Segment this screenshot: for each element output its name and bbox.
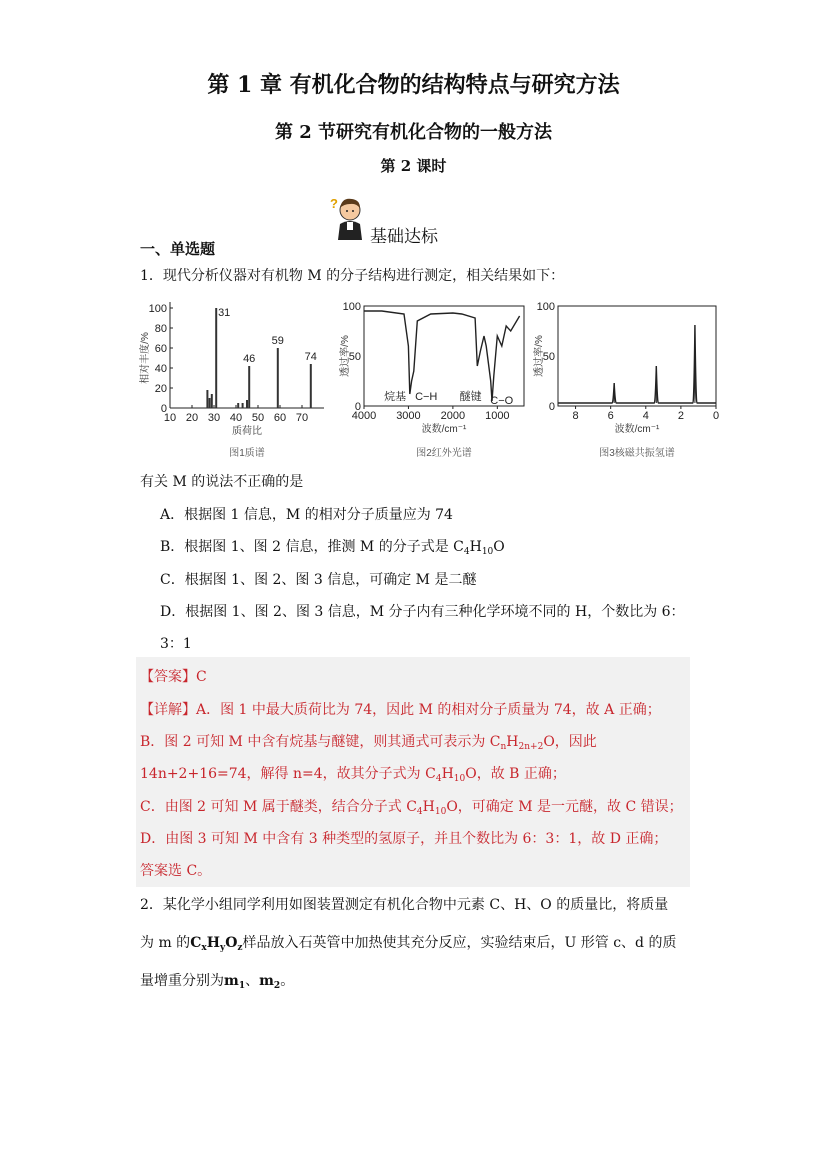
section-title: 第 2 节研究有机化合物的一般方法 [274, 122, 553, 143]
section-heading: 一、单选题 [140, 240, 216, 258]
plot-frame [558, 306, 716, 406]
y-tick-label: 60 [154, 343, 167, 355]
y-tick-label: 50 [542, 351, 555, 363]
figure-caption: 图1质谱 [229, 448, 265, 459]
x-tick-label: 3000 [396, 410, 421, 422]
y-tick-label: 0 [354, 401, 361, 413]
annotation-alkyl: 烷基 [384, 391, 407, 403]
svg-text:?: ? [330, 196, 338, 211]
detail-line-3: 14n+2+16=74，解得 n=4，故其分子式为 $C_4H_{10}O$，故 B 正确； [140, 766, 566, 784]
peak-label: 74 [304, 351, 317, 363]
figure-caption: 图2红外光谱 [416, 448, 472, 459]
x-tick-label: 50 [251, 412, 265, 424]
detail-line-4: C．由图 2 可知 M 属于醚类，结合分子式 $C_4H_{10}O$，可确定 M 是一元醚，故 C 错误； [140, 799, 683, 817]
q2-line-3: 量增重分别为$m_1$、$m_2$。 [140, 973, 295, 991]
x-tick-label: 10 [163, 412, 177, 424]
y-tick-label: 100 [148, 303, 167, 315]
x-tick-label: 60 [273, 412, 287, 424]
formula-cxhyoz: $C_xH_yO_z$ [190, 935, 243, 953]
x-tick-label: 2000 [440, 410, 466, 422]
q1-option-a: A．根据图 1 信息，M 的相对分子质量应为 74 [160, 507, 453, 523]
y-tick-label: 20 [154, 383, 167, 395]
y-tick-label: 40 [154, 363, 167, 375]
x-axis-label: 质荷比 [232, 426, 262, 437]
x-tick-label: 4000 [351, 410, 377, 422]
annotation-c-o: C−O [490, 395, 514, 407]
detail-line-6: 答案选 C。 [140, 863, 212, 879]
q1-option-d: D．根据图 1、图 2、图 3 信息，M 分子内有三种化学环境不同的 H，个数比为 6： [160, 604, 685, 620]
detail-line-1: 【详解】A．图 1 中最大质荷比为 74，因此 M 的相对分子质量为 74，故 A 正确； [140, 702, 661, 718]
x-axis-label: 波数/cm⁻¹ [421, 424, 467, 435]
y-tick-label: 100 [536, 301, 555, 313]
figure-nmr-spectrum [532, 294, 724, 462]
x-tick-label: 4 [642, 410, 649, 422]
annotation-ether: 醚键 [459, 391, 482, 403]
q1-option-c: C．根据图 1、图 2、图 3 信息，可确定 M 是二醚 [160, 572, 477, 588]
x-tick-label: 8 [572, 410, 579, 422]
x-tick-label: 40 [229, 412, 243, 424]
nmr-signal-line [558, 325, 716, 403]
y-axis-label: 透过率/% [340, 335, 351, 377]
x-tick-label: 0 [712, 410, 720, 422]
q1-option-b: B．根据图 1、图 2 信息，推测 M 的分子式是 $C_4H_{10}O$ [160, 539, 505, 557]
chapter-title: 第 1 章 有机化合物的结构特点与研究方法 [207, 72, 620, 98]
mass-spectrum-plot [138, 302, 324, 459]
q1-stem: 1．现代分析仪器对有机物 M 的分子结构进行测定，相关结果如下： [140, 268, 565, 284]
x-tick-label: 70 [295, 412, 309, 424]
peak-label: 31 [218, 307, 231, 319]
y-axis-label: 透过率/% [534, 335, 545, 377]
q1-option-d-cont: 3：1 [160, 636, 192, 652]
ir-spectrum-plot [338, 301, 524, 459]
figure-mass-spectrum [138, 296, 328, 462]
detail-line-2: B．图 2 可知 M 中含有烷基与醚键，则其通式可表示为 $C_nH_{2n+2}O$，因此 [140, 734, 597, 752]
detail-line-5: D．由图 3 可知 M 中含有 3 种类型的氢原子，并且个数比为 6：3：1，故 D 正确； [140, 831, 668, 847]
answer-line: 【答案】C [140, 669, 207, 685]
x-tick-label: 30 [207, 412, 221, 424]
figure-ir-spectrum [338, 294, 528, 462]
ir-transmittance-line [364, 311, 520, 401]
y-axis-label: 相对丰度/% [140, 332, 151, 384]
q2-line-2: 为 m 的$C_xH_yO_z$样品放入石英管中加热使其充分反应，实验结束后，U 形管 c、d 的质 [140, 935, 677, 953]
x-tick-label: 6 [607, 410, 614, 422]
peak-label: 59 [271, 335, 284, 347]
y-tick-label: 0 [160, 403, 167, 415]
y-tick-label: 100 [342, 301, 361, 313]
lesson-title: 第 2 课时 [380, 157, 447, 175]
x-tick-label: 20 [185, 412, 199, 424]
q2-line-1: 2．某化学小组同学利用如图装置测定有机化合物中元素 C、H、O 的质量比，将质量 [140, 897, 669, 913]
x-tick-label: 1000 [485, 410, 510, 422]
badge-label: 基础达标 [370, 227, 438, 247]
peak-label: 46 [243, 353, 256, 365]
y-tick-label: 50 [348, 351, 361, 363]
nmr-spectrum-plot [532, 301, 719, 459]
student-thinking-icon [328, 194, 370, 242]
y-tick-label: 80 [154, 323, 167, 335]
annotation-c-h: C−H [415, 391, 438, 403]
x-axis-label: 波数/cm⁻¹ [614, 424, 660, 435]
figure-caption: 图3核磁共振氢谱 [599, 448, 675, 459]
x-tick-label: 2 [677, 410, 684, 422]
y-tick-label: 0 [548, 401, 555, 413]
q1-prompt: 有关 M 的说法不正确的是 [140, 474, 304, 490]
